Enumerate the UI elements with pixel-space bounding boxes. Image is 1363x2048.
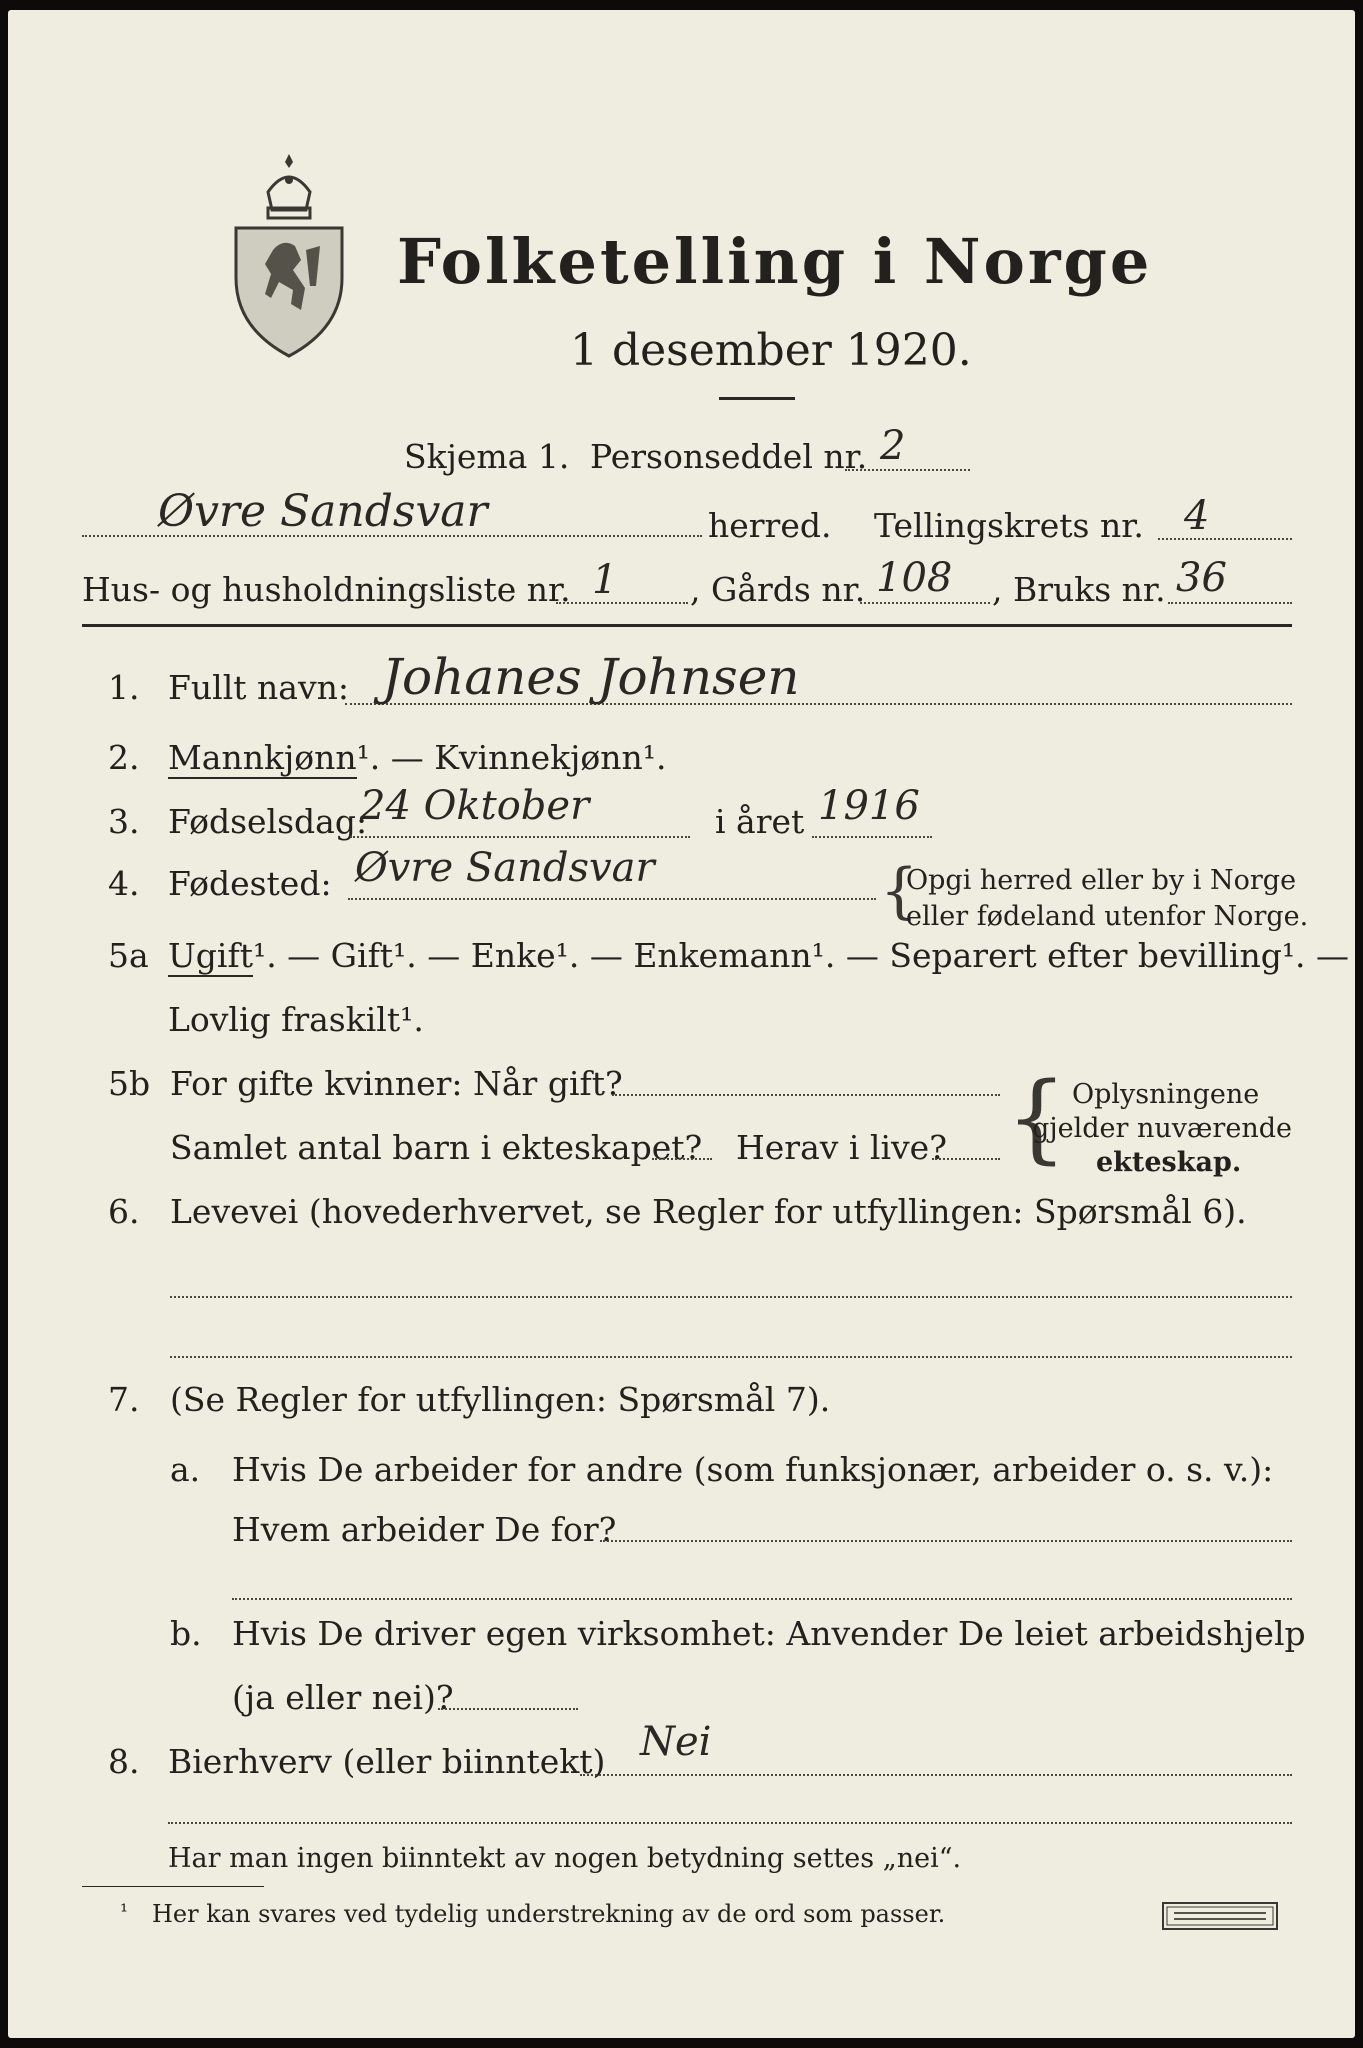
herred-label: herred. xyxy=(708,506,832,545)
q4-note-line2: eller fødeland utenfor Norge. xyxy=(906,901,1309,932)
birthplace-field xyxy=(348,898,876,900)
q7a-number: a. xyxy=(170,1450,201,1489)
q6-label: Levevei (hovederhvervet, se Regler for utfyllingen: Spørsmål 6). xyxy=(170,1192,1247,1231)
option-female[interactable]: Kvinnekjønn xyxy=(434,738,643,777)
occupation-field-1[interactable] xyxy=(170,1296,1292,1298)
gaards-label: , Gårds nr. xyxy=(690,570,866,609)
header-divider xyxy=(82,624,1292,627)
q7-label: (Se Regler for utfyllingen: Spørsmål 7). xyxy=(170,1380,831,1419)
footnote-mark: ¹ xyxy=(120,1899,129,1923)
norway-coat-of-arms-icon xyxy=(228,150,350,360)
q8-note: Har man ingen biinntekt av nogen betydning settes „nei“. xyxy=(168,1843,962,1874)
gaards-value[interactable]: 108 xyxy=(876,555,953,601)
footnote-text: Her kan svares ved tydelig understrekning av de ord som passer. xyxy=(152,1900,946,1928)
q5b-children-label: Samlet antal barn i ekteskapet? xyxy=(170,1128,703,1167)
q1-label: Fullt navn: xyxy=(168,668,349,707)
tellingskrets-field xyxy=(1158,538,1292,540)
children-alive-field xyxy=(932,1158,1000,1160)
side-income-value[interactable]: Nei xyxy=(640,1719,712,1765)
q1-number: 1. xyxy=(108,668,140,707)
full-name-value[interactable]: Johanes Johnsen xyxy=(382,648,800,706)
footnote-divider xyxy=(82,1886,264,1887)
personseddel-field xyxy=(845,469,970,471)
title-divider xyxy=(719,397,795,400)
herred-value[interactable]: Øvre Sandsvar xyxy=(158,486,488,537)
form-title: Folketelling i Norge xyxy=(397,225,1153,298)
q7b-number: b. xyxy=(170,1614,202,1653)
birthday-field xyxy=(350,836,690,838)
q2-options xyxy=(168,738,667,778)
q4-label: Fødested: xyxy=(168,864,332,903)
gaards-field xyxy=(860,602,990,604)
employer-field-1[interactable] xyxy=(600,1540,1292,1542)
bruks-label: , Bruks nr. xyxy=(992,570,1166,609)
year-value[interactable]: 1916 xyxy=(818,783,920,829)
q7-number: 7. xyxy=(108,1380,140,1419)
q7a-line1: Hvis De arbeider for andre (som funksjonær, arbeider o. s. v.): xyxy=(232,1450,1274,1489)
census-date: 1 desember 1920. xyxy=(570,325,972,376)
q5b-note3: ekteskap. xyxy=(1096,1147,1242,1178)
q5b-number: 5b xyxy=(108,1064,151,1103)
q5b-line1: For gifte kvinner: Når gift? xyxy=(170,1064,623,1103)
q4-number: 4. xyxy=(108,864,140,903)
personseddel-value[interactable]: 2 xyxy=(880,423,906,469)
q5b-note1: Oplysningene xyxy=(1072,1079,1260,1110)
option-ugift[interactable]: Ugift xyxy=(168,936,253,975)
q8-number: 8. xyxy=(108,1742,140,1781)
q3-label: Fødselsdag: xyxy=(168,802,368,841)
children-count-field xyxy=(652,1158,712,1160)
bruks-value[interactable]: 36 xyxy=(1176,555,1227,601)
q5a-other-options[interactable]: ¹. — Gift¹. — Enke¹. — Enkemann¹. — Separert efter bevilling¹. — xyxy=(252,936,1350,975)
q4-brace: { xyxy=(880,856,919,926)
q4-note-line1: Opgi herred eller by i Norge xyxy=(906,865,1297,896)
tellingskrets-label: Tellingskrets nr. xyxy=(874,506,1144,545)
q5b-alive-label: Herav i live? xyxy=(736,1128,947,1167)
year-label: i året xyxy=(715,802,805,841)
married-date-field xyxy=(612,1094,1000,1096)
q7b-line2: (ja eller nei)? xyxy=(232,1678,454,1717)
q6-number: 6. xyxy=(108,1192,140,1231)
q5a-line2[interactable]: Lovlig fraskilt¹. xyxy=(168,1000,424,1039)
tellingskrets-value[interactable]: 4 xyxy=(1184,493,1210,539)
occupation-field-2[interactable] xyxy=(170,1356,1292,1358)
q5b-brace: { xyxy=(1006,1062,1068,1174)
skjema-label: Skjema 1. xyxy=(404,437,570,476)
q5b-note2: gjelder nuværende xyxy=(1032,1113,1292,1144)
hired-help-field[interactable] xyxy=(438,1708,578,1710)
year-field xyxy=(812,836,932,838)
q2-end: ¹. xyxy=(642,738,667,777)
q2-separator: ¹. — xyxy=(356,738,435,777)
q2-number: 2. xyxy=(108,738,140,777)
q7a-line2: Hvem arbeider De for? xyxy=(232,1510,617,1549)
q3-number: 3. xyxy=(108,802,140,841)
option-male[interactable]: Mannkjønn xyxy=(168,738,357,777)
q7b-line1: Hvis De driver egen virksomhet: Anvender De leiet arbeidshjelp xyxy=(232,1614,1306,1653)
personseddel-label: Personseddel nr. xyxy=(590,437,868,476)
side-income-field-2[interactable] xyxy=(168,1822,1292,1824)
printer-stamp xyxy=(1162,1902,1278,1930)
side-income-field xyxy=(580,1774,1292,1776)
q8-label: Bierhverv (eller biinntekt) xyxy=(168,1742,606,1781)
birthplace-value[interactable]: Øvre Sandsvar xyxy=(355,845,655,891)
bruks-field xyxy=(1168,602,1292,604)
q5a-number: 5a xyxy=(108,936,149,975)
hus-label: Hus- og husholdningsliste nr. xyxy=(82,570,571,609)
employer-field-2[interactable] xyxy=(232,1598,1292,1600)
hus-value[interactable]: 1 xyxy=(592,557,618,603)
hus-field xyxy=(556,602,688,604)
q5a-options xyxy=(168,936,1349,976)
birthday-value[interactable]: 24 Oktober xyxy=(360,783,590,829)
